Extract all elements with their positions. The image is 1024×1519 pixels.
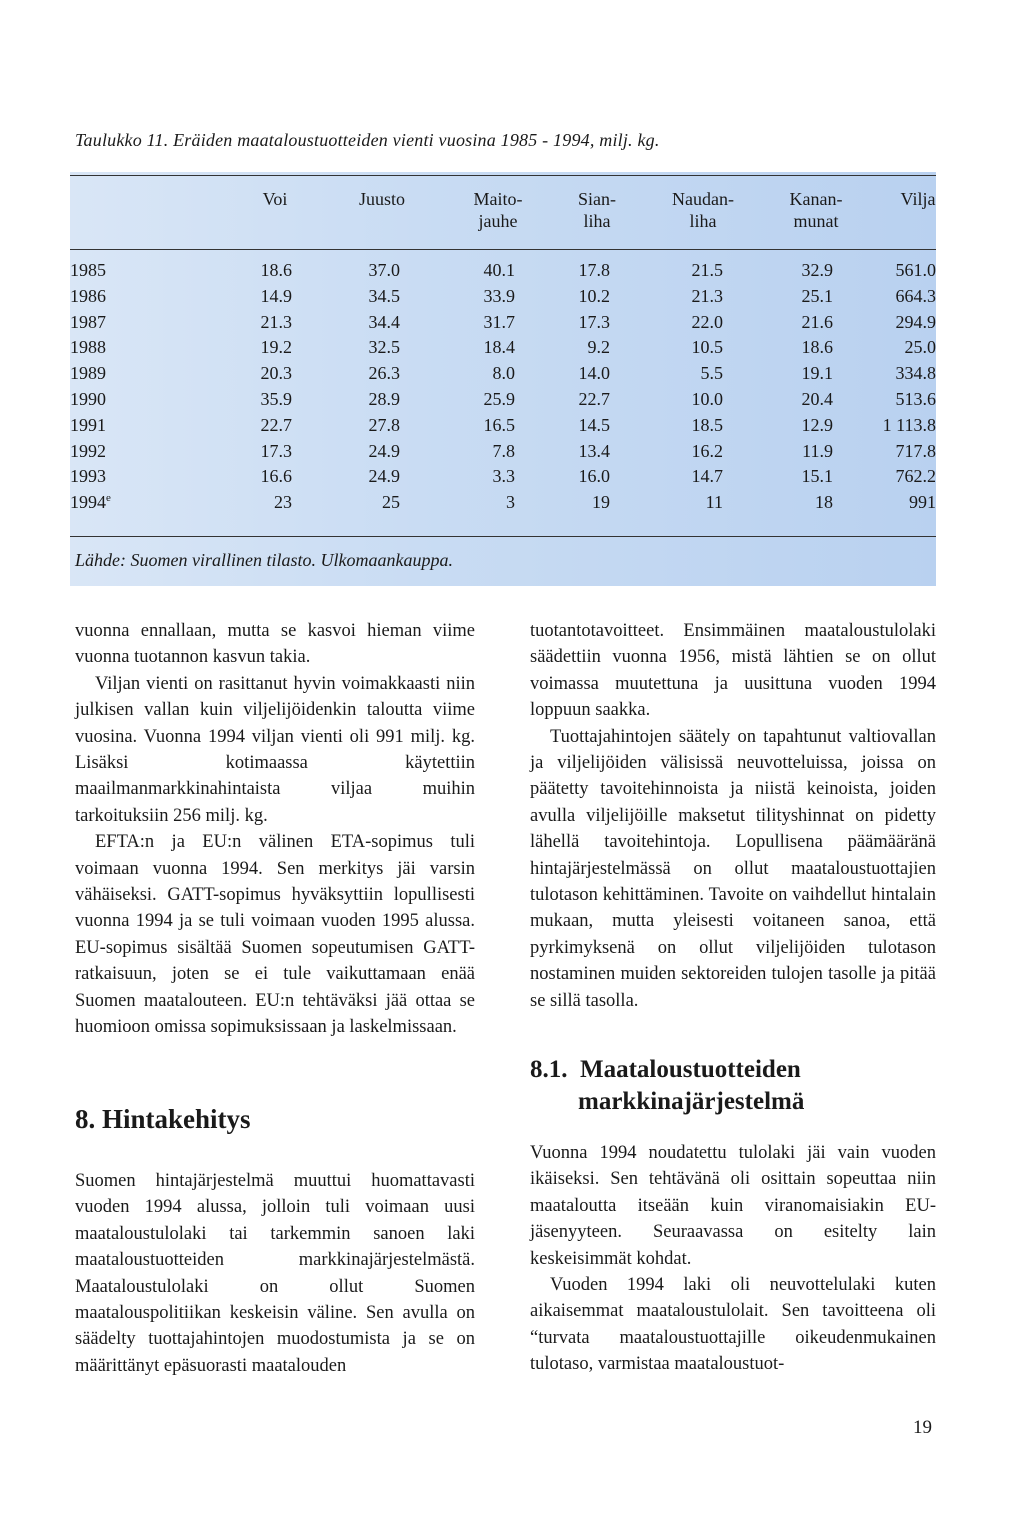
right-column-section (530, 1140, 936, 1378)
column-header (643, 188, 763, 232)
table-cell: 561.0 (895, 260, 936, 280)
table-cell: 11 (705, 492, 723, 513)
table-cell: 34.4 (368, 311, 400, 332)
table-cell: 25.0 (904, 337, 936, 358)
paragraph: vuonna ennallaan, mutta se kasvoi hieman viime vuonna tuotannon kasvun takia. (75, 621, 475, 668)
page-number: 19 (913, 1417, 932, 1438)
column-header-line: Voi (262, 189, 288, 209)
table-cell: 19.2 (260, 337, 292, 358)
table-cell: 5.5 (700, 363, 723, 384)
left-column (75, 618, 475, 1041)
table-cell: 10.2 (578, 285, 610, 306)
table-cell: 14.7 (691, 466, 723, 487)
table-cell: 35.9 (260, 389, 292, 409)
paragraph: Viljan vienti on rasittanut hyvin voimakkaasti niin julkisen vallan kuin viljelijöidenkin taloutta viime vuosina. Vuonna 1994 viljan vienti oli 991 milj. kg. Lisäksi kotimaassa käytettiin maailmanmarkkinahintaista viljaa muihin tarkoituksiin 256 milj. kg. (75, 673, 475, 826)
table-cell: 28.9 (368, 389, 400, 409)
table-cell: 19.1 (801, 363, 833, 384)
heading-line: Maataloustuotteiden (580, 1056, 801, 1083)
table-cell: 294.9 (895, 311, 936, 332)
table-cell: 25.9 (483, 389, 515, 409)
table-cell: 16.0 (578, 466, 610, 487)
table-cell: 513.6 (895, 389, 936, 409)
table-cell: 22.7 (260, 414, 292, 435)
section-heading-8-1 (530, 1054, 804, 1118)
table-cell: 21.5 (691, 260, 723, 280)
table-cell: 20.4 (801, 389, 833, 409)
table-cell: 18.5 (691, 414, 723, 435)
table-cell: 26.3 (368, 363, 400, 384)
table-cell: 32.9 (801, 260, 833, 280)
row-year-text: 1989 (70, 363, 106, 384)
table-cell: 10.0 (691, 389, 723, 409)
table-cell: 16.6 (260, 466, 292, 487)
row-year (70, 286, 106, 307)
table-cell: 24.9 (368, 440, 400, 461)
heading-number: 8.1. (530, 1056, 568, 1083)
left-column-section (75, 1168, 475, 1379)
table-cell: 14.5 (578, 414, 610, 435)
paragraph: tuotantotavoitteet. Ensimmäinen maataloustulolaki säädettiin vuonna 1956, mistä lähtien se on ollut voimassa muutettuna ja uusittuna vuoden 1994 loppuun saakka. (530, 621, 936, 721)
column-header-line: Vilja (900, 189, 936, 209)
table-cell: 17.8 (578, 260, 610, 280)
row-year (70, 492, 111, 513)
column-header-line: liha (583, 211, 611, 231)
row-year-text: 1992 (70, 440, 106, 461)
table-cell: 40.1 (483, 260, 515, 280)
column-header (215, 188, 335, 210)
row-year-text: 1988 (70, 337, 106, 358)
column-header (858, 188, 978, 210)
table-cell: 15.1 (801, 466, 833, 487)
table-cell: 16.2 (691, 440, 723, 461)
right-column (530, 618, 936, 1014)
paragraph: Vuoden 1994 laki oli neuvottelulaki kuten aikaisemmat maataloustulolait. Sen tavoitteena oli “turvata maataloustuottajille oikeudenmukainen tulotaso, varmistaa maataloustuot- (530, 1275, 936, 1375)
row-year (70, 363, 106, 384)
table-source: Lähde: Suomen virallinen tilasto. Ulkomaankauppa. (75, 550, 453, 570)
table-cell: 25.1 (801, 285, 833, 306)
column-header (537, 188, 657, 232)
table-cell: 34.5 (368, 285, 400, 306)
table-cell: 8.0 (492, 363, 515, 384)
column-header-line: jauhe (478, 211, 518, 231)
row-year-text: 1986 (70, 285, 106, 306)
table-cell: 37.0 (368, 260, 400, 280)
table-cell: 21.6 (801, 311, 833, 332)
table-cell: 16.5 (483, 414, 515, 435)
table-cell: 7.8 (492, 440, 515, 461)
table-cell: 17.3 (578, 311, 610, 332)
table-cell: 22.0 (691, 311, 723, 332)
table-cell: 27.8 (368, 414, 400, 435)
column-header-line: Juusto (358, 189, 405, 209)
row-year (70, 466, 106, 487)
table-cell: 3 (506, 492, 515, 513)
table-cell: 18.6 (260, 260, 292, 280)
paragraph: EFTA:n ja EU:n välinen ETA-sopimus tuli voimaan vuonna 1994. Sen merkitys jäi varsin vähäiseksi. GATT-sopimus hyväksyttiin lopullisesti vuonna 1994 ja se tuli voimaan vuoden 1995 alussa. EU-sopimus sisältää Suomen sopeutumisen GATT-ratkaisuun, joten se ei tule vaikuttamaan enää Suomen maatalouteen. EU:n tehtäväksi jää ottaa se huomioon omissa sopimuksissaan ja laskelmissaan. (75, 832, 475, 1038)
column-header-line: Naudan- (672, 189, 734, 209)
column-header (322, 188, 442, 210)
table-cell: 18.6 (801, 337, 833, 358)
row-year-text: 1994 (70, 492, 106, 513)
column-header-line: Sian- (578, 189, 616, 209)
table-cell: 14.0 (578, 363, 610, 384)
column-header-line: liha (689, 211, 717, 231)
estimate-marker: e (106, 492, 111, 505)
row-year (70, 441, 106, 462)
table-cell: 13.4 (578, 440, 610, 461)
table-cell: 991 (909, 492, 936, 513)
row-year (70, 260, 106, 281)
table-cell: 664.3 (895, 285, 936, 306)
table-cell: 3.3 (492, 466, 515, 487)
table-cell: 33.9 (483, 285, 515, 306)
row-year (70, 337, 106, 358)
row-year-text: 1985 (70, 260, 106, 280)
table-cell: 31.7 (483, 311, 515, 332)
table-cell: 18 (815, 492, 833, 513)
table-cell: 20.3 (260, 363, 292, 384)
column-header-line: Kanan- (789, 189, 843, 209)
table-cell: 17.3 (260, 440, 292, 461)
table-cell: 1 113.8 (882, 414, 936, 435)
row-year (70, 389, 106, 410)
column-header-line: Maito- (473, 189, 523, 209)
column-header-line: munat (793, 211, 839, 231)
table-cell: 9.2 (587, 337, 610, 358)
table-bottom-rule (70, 536, 936, 537)
table-cell: 19 (592, 492, 610, 513)
table-cell: 14.9 (260, 285, 292, 306)
paragraph: Tuottajahintojen säätely on tapahtunut valtiovallan ja viljelijöiden välisissä neuvotteluissa, joissa on päätetty tavoitehinnoista ja niistä keinoista, joiden avulla viljelijöille maksetut tilityshinnat on pidetty lähellä tavoitehintoja. Lopullisena päämääränä hintajärjestelmässä on ollut maataloustuottajien tulotason kehittäminen. Tavoite on vaihdellut hintalain mukaan, mutta yleisesti voitaneen sanoa, että pyrkimyksenä on ollut viljelijöiden tulotason nostaminen muiden sektoreiden tulojen tasolle ja pitää se sillä tasolla. (530, 726, 936, 1011)
table-cell: 25 (382, 492, 400, 513)
table-cell: 22.7 (578, 389, 610, 409)
heading-line: markkinajärjestelmä (578, 1088, 805, 1115)
row-year-text: 1990 (70, 389, 106, 409)
paragraph: Vuonna 1994 noudatettu tulolaki jäi vain vuoden ikäiseksi. Sen tehtävänä oli osittain sopeuttaa niin maataloutta itseään kuin viranomaisiakin EU-jäsenyyteen. Seuraavassa on esitelty lain keskeisimmät kohdat. (530, 1143, 936, 1269)
row-year-text: 1993 (70, 466, 106, 487)
table-top-rule (70, 175, 936, 176)
table-cell: 23 (274, 492, 292, 513)
table-cell: 24.9 (368, 466, 400, 487)
row-year (70, 312, 106, 333)
table-header-rule (70, 249, 936, 250)
section-heading-8: 8. Hintakehitys (75, 1104, 251, 1134)
table-cell: 18.4 (483, 337, 515, 358)
paragraph: Suomen hintajärjestelmä muuttui huomattavasti vuoden 1994 alussa, jolloin tuli voimaan uusi maataloustulolaki tai tarkemmin sanoen laki maataloustuotteiden markkinajärjestelmästä. Maataloustulolaki on ollut Suomen maatalouspolitiikan keskeisin väline. Sen avulla on säädelty tuottajahintojen muodostumista ja se on määrittänyt epäsuorasti maatalouden (75, 1171, 475, 1376)
table-cell: 21.3 (691, 285, 723, 306)
export-table (70, 172, 936, 586)
row-year-text: 1991 (70, 414, 106, 435)
table-cell: 762.2 (895, 466, 936, 487)
table-cell: 12.9 (801, 414, 833, 435)
table-caption: Taulukko 11. Eräiden maataloustuotteiden vienti vuosina 1985 - 1994, milj. kg. (75, 130, 660, 150)
table-cell: 717.8 (895, 440, 936, 461)
table-cell: 334.8 (895, 363, 936, 384)
row-year-text: 1987 (70, 311, 106, 332)
table-cell: 11.9 (802, 440, 833, 461)
table-cell: 32.5 (368, 337, 400, 358)
table-cell: 10.5 (691, 337, 723, 358)
table-cell: 21.3 (260, 311, 292, 332)
row-year (70, 415, 106, 436)
